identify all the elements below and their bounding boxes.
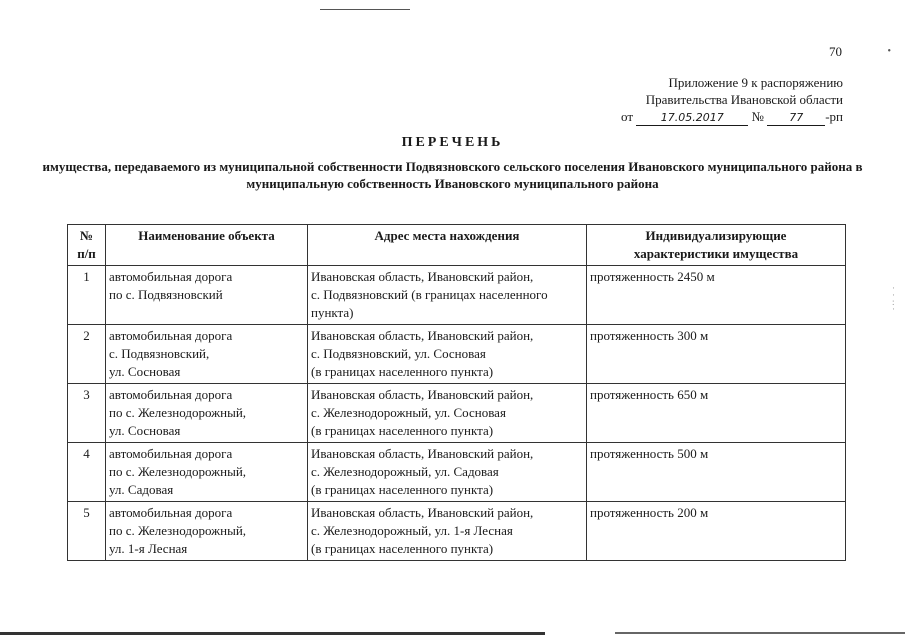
object-name: автомобильная дорога по с. Железнодорожный, ул. Садовая xyxy=(106,443,308,502)
object-characteristics: протяженность 650 м xyxy=(587,384,846,443)
object-characteristics: протяженность 300 м xyxy=(587,325,846,384)
table-row xyxy=(68,384,846,443)
margin-mark: • xyxy=(887,46,891,57)
row-number: 2 xyxy=(68,325,106,384)
table-row xyxy=(68,443,846,502)
document-title: ПЕРЕЧЕНЬ xyxy=(401,135,504,150)
object-characteristics: протяженность 200 м xyxy=(587,502,846,561)
appendix-line-2: Правительства Ивановской области xyxy=(645,92,843,107)
object-characteristics: протяженность 2450 м xyxy=(587,266,846,325)
appendix-block xyxy=(621,74,843,126)
appendix-date-line xyxy=(621,108,843,126)
row-number: 1 xyxy=(68,266,106,325)
scan-bottom-edge-right xyxy=(615,632,905,634)
row-number: 4 xyxy=(68,443,106,502)
object-name: автомобильная дорога с. Подвязновский, ул. Сосновая xyxy=(106,325,308,384)
object-name: автомобильная дорога по с. Подвязновский xyxy=(106,266,308,325)
handwritten-number: 77 xyxy=(767,111,825,126)
row-number: 5 xyxy=(68,502,106,561)
number-label: № xyxy=(751,109,764,124)
table-row xyxy=(68,502,846,561)
header-name: Наименование объекта xyxy=(106,225,308,266)
page-number: 70 xyxy=(829,44,842,59)
object-characteristics: протяженность 500 м xyxy=(587,443,846,502)
object-address: Ивановская область, Ивановский район, с. Подвязновский, ул. Сосновая (в границах населенного пункта) xyxy=(308,325,587,384)
handwritten-date: 17.05.2017 xyxy=(636,111,748,126)
appendix-line-1: Приложение 9 к распоряжению xyxy=(668,75,843,90)
property-table xyxy=(67,224,846,561)
table-row xyxy=(68,266,846,325)
number-suffix: -рп xyxy=(825,109,843,124)
document-subtitle: имущества, передаваемого из муниципальной собственности Подвязновского сельского поселения Ивановского муниципального района в муниципальную собственность Ивановского муниципального района xyxy=(42,159,863,191)
row-number: 3 xyxy=(68,384,106,443)
header-characteristics: Индивидуализирующие характеристики имущества xyxy=(587,225,846,266)
object-address: Ивановская область, Ивановский район, с. Железнодорожный, ул. 1-я Лесная (в границах населенного пункта) xyxy=(308,502,587,561)
object-address: Ивановская область, Ивановский район, с. Подвязновский (в границах населенного пункта) xyxy=(308,266,587,325)
scan-artifact: · · : · xyxy=(892,283,895,314)
header-num: № п/п xyxy=(68,225,106,266)
object-name: автомобильная дорога по с. Железнодорожный, ул. 1-я Лесная xyxy=(106,502,308,561)
object-address: Ивановская область, Ивановский район, с. Железнодорожный, ул. Сосновая (в границах населенного пункта) xyxy=(308,384,587,443)
table-row xyxy=(68,325,846,384)
scan-bottom-edge xyxy=(0,632,545,635)
from-label: от xyxy=(621,109,634,124)
table-header-row xyxy=(68,225,846,266)
object-address: Ивановская область, Ивановский район, с. Железнодорожный, ул. Садовая (в границах населенного пункта) xyxy=(308,443,587,502)
object-name: автомобильная дорога по с. Железнодорожный, ул. Сосновая xyxy=(106,384,308,443)
scan-top-line xyxy=(320,9,410,10)
header-address: Адрес места нахождения xyxy=(308,225,587,266)
